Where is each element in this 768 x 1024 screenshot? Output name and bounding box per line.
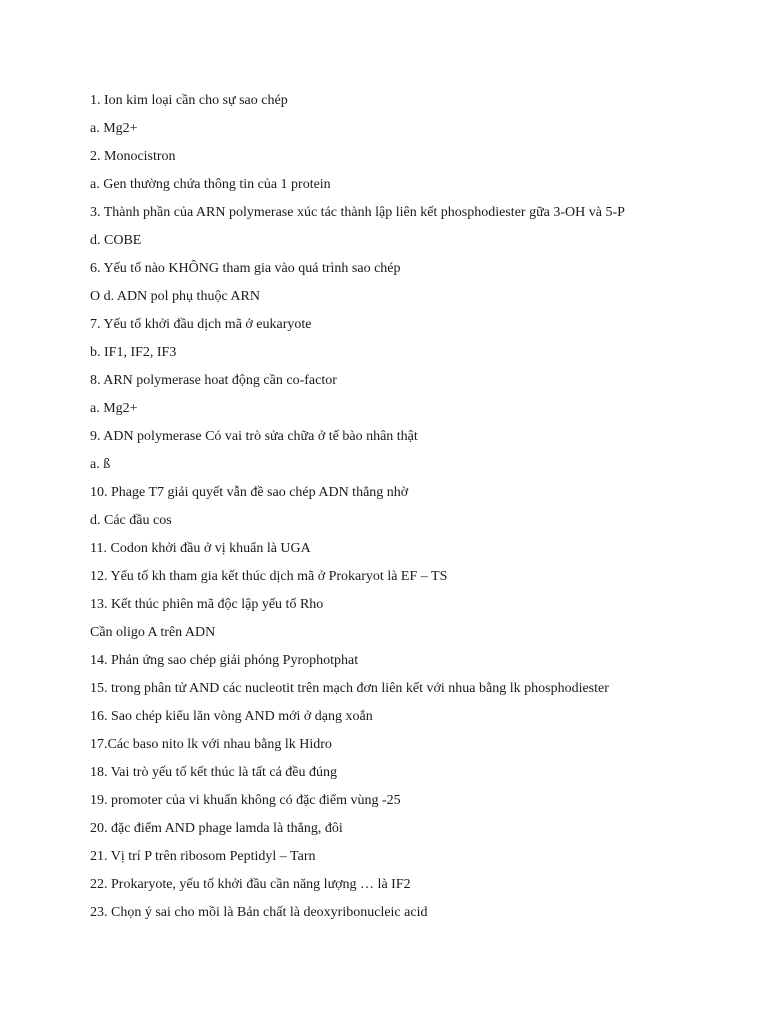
text-line: 19. promoter của vi khuẩn không có đặc điểm vùng -25: [90, 793, 401, 808]
text-line: 21. Vị trí P trên ribosom Peptidyl – Tarn: [90, 849, 316, 864]
text-line: 23. Chọn ý sai cho mồi là Bản chất là deoxyribonucleic acid: [90, 905, 428, 920]
text-line: a. ß: [90, 457, 111, 472]
text-line: Cần oligo A trên ADN: [90, 625, 216, 640]
text-line: a. Mg2+: [90, 121, 138, 136]
text-line: 16. Sao chép kiểu lăn vòng AND mới ở dạng xoắn: [90, 709, 373, 724]
text-line: 2. Monocistron: [90, 149, 176, 164]
text-line: 20. đặc điểm AND phage lamda là thẳng, đôi: [90, 821, 343, 836]
text-line: 8. ARN polymerase hoat động cần co-factor: [90, 373, 337, 388]
text-line: 12. Yếu tố kh tham gia kết thúc dịch mã ở Prokaryot là EF – TS: [90, 569, 448, 584]
text-line: 14. Phản ứng sao chép giải phóng Pyrophotphat: [90, 653, 359, 668]
text-line: 10. Phage T7 giải quyết vẫn đề sao chép ADN thẳng nhờ: [90, 485, 409, 500]
text-line: 9. ADN polymerase Có vai trò sửa chữa ở tế bào nhân thật: [90, 429, 418, 444]
text-line: 3. Thành phần của ARN polymerase xúc tác thành lập liên kết phosphodiester gữa 3-OH và 5-P: [90, 205, 625, 220]
text-line: d. Các đầu cos: [90, 513, 172, 528]
text-line: 13. Kết thúc phiên mã độc lập yếu tố Rho: [90, 597, 324, 612]
text-line: 17.Các baso nito lk với nhau bằng lk Hidro: [90, 737, 332, 752]
text-line: 1. Ion kim loại cần cho sự sao chép: [90, 93, 288, 108]
text-line: b. IF1, IF2, IF3: [90, 345, 177, 360]
text-line: 11. Codon khởi đầu ở vị khuẩn là UGA: [90, 541, 311, 556]
text-line: 18. Vai trò yếu tố kết thúc là tất cả đều đúng: [90, 765, 338, 780]
text-line: a. Gen thường chứa thông tin của 1 protein: [90, 177, 331, 192]
text-line: d. COBE: [90, 233, 142, 248]
text-line: 22. Prokaryote, yếu tố khởi đầu cần năng lượng … là IF2: [90, 877, 411, 892]
text-line: 15. trong phân tử AND các nucleotit trên mạch đơn liên kết với nhua bằng lk phosphodiester: [90, 681, 609, 696]
text-line: a. Mg2+: [90, 401, 138, 416]
text-line: 6. Yếu tố nào KHÔNG tham gia vào quá trình sao chép: [90, 261, 401, 276]
text-line: O d. ADN pol phụ thuộc ARN: [90, 289, 260, 304]
question-list: [90, 91, 730, 931]
text-line: 7. Yếu tố khởi đầu dịch mã ở eukaryote: [90, 317, 312, 332]
